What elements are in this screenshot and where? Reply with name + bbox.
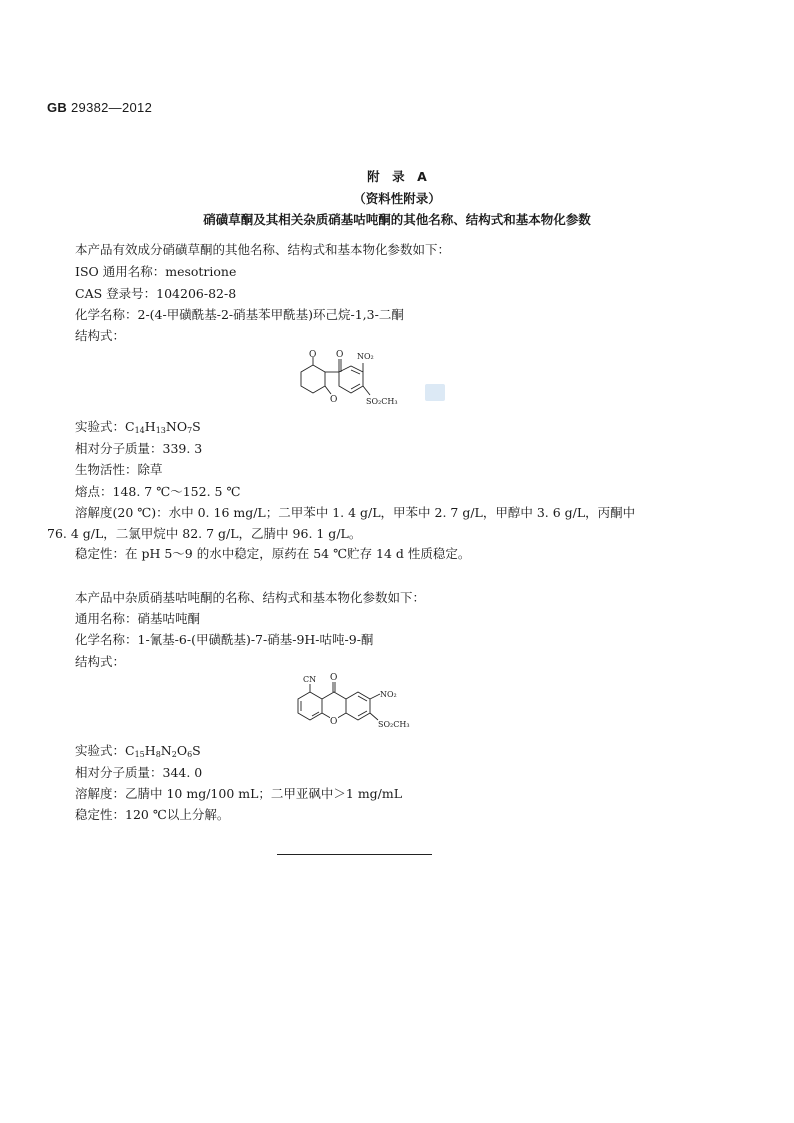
nitroxanthone-structure xyxy=(290,670,430,738)
appendix-title: 附 录 A xyxy=(367,169,427,184)
solubility-line2: 76. 4 g/L，二氯甲烷中 82. 7 g/L，乙腈中 96. 1 g/L。 xyxy=(47,526,362,541)
nitro-label: NO₂ xyxy=(357,352,374,361)
watermark-logo xyxy=(425,384,445,401)
keto-label: O xyxy=(330,673,338,683)
section1-intro: 本产品有效成分硝磺草酮的其他名称、结构式和基本物化参数如下： xyxy=(75,242,451,257)
cyano-label: CN xyxy=(303,675,317,684)
standard-code-prefix: GB xyxy=(47,100,68,115)
formula-line: 实验式：$C_{14}H_{13}NO_7S$ xyxy=(75,419,201,435)
solubility-line1: 溶解度(20 ℃)：水中 0. 16 mg/L；二甲苯中 1. 4 g/L，甲苯中 2. 7 g/L，甲醇中 3. 6 g/L，丙酮中 xyxy=(75,505,636,520)
stability: 稳定性：在 pH 5～9 的水中稳定，原药在 54 ℃贮存 14 d 性质稳定。 xyxy=(75,546,471,561)
melting-point: 熔点：148. 7 ℃～152. 5 ℃ xyxy=(75,484,241,499)
bio-activity: 生物活性：除草 xyxy=(75,462,163,477)
impurity-molecular-weight: 相对分子质量：344. 0 xyxy=(75,765,203,780)
chemical-name: 化学名称：2-(4-甲磺酰基-2-硝基苯甲酰基)环己烷-1,3-二酮 xyxy=(75,307,404,322)
oxo-label-3: O xyxy=(330,395,338,405)
impurity-common-name: 通用名称：硝基咕吨酮 xyxy=(75,611,201,626)
section2-intro: 本产品中杂质硝基咕吨酮的名称、结构式和基本物化参数如下： xyxy=(75,590,426,605)
methylsulfonyl-label: SO₂CH₃ xyxy=(366,397,398,406)
methylsulfonyl-label-2: SO₂CH₃ xyxy=(378,720,410,729)
appendix-subtitle: （资料性附录） xyxy=(353,191,441,206)
impurity-chemical-name: 化学名称：1-氰基-6-(甲磺酰基)-7-硝基-9H-咕吨-9-酮 xyxy=(75,632,374,647)
impurity-solubility: 溶解度：乙腈中 10 mg/100 mL；二甲亚砜中＞1 mg/mL xyxy=(75,786,403,801)
nitro-label-2: NO₂ xyxy=(380,690,397,699)
cas-number: CAS 登录号：104206-82-8 xyxy=(75,286,237,301)
impurity-structure-label: 结构式： xyxy=(75,654,126,669)
standard-code xyxy=(47,100,152,115)
iso-name: ISO 通用名称：mesotrione xyxy=(75,264,237,279)
structure-label: 结构式： xyxy=(75,328,126,343)
molecular-weight: 相对分子质量：339. 3 xyxy=(75,441,203,456)
mesotrione-structure xyxy=(288,343,448,411)
end-rule xyxy=(277,854,432,855)
impurity-formula-line: 实验式：$C_{15}H_8N_2O_6S$ xyxy=(75,743,201,759)
appendix-heading: 硝磺草酮及其相关杂质硝基咕吨酮的其他名称、结构式和基本物化参数 xyxy=(203,212,591,227)
oxo-label-2: O xyxy=(336,350,344,360)
impurity-stability: 稳定性：120 ℃以上分解。 xyxy=(75,807,230,822)
standard-code-number: 29382—2012 xyxy=(71,100,153,115)
ring-oxygen-label: O xyxy=(330,717,338,727)
oxo-label-1: O xyxy=(309,350,317,360)
